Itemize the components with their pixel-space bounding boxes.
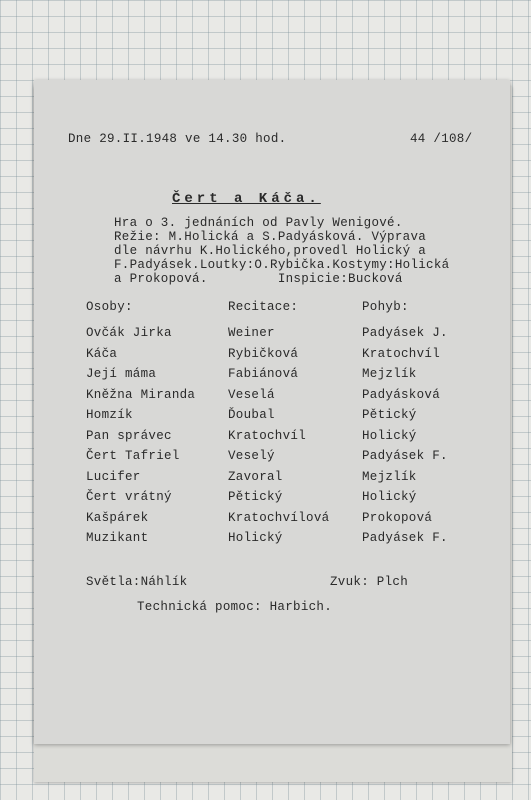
recitation-performer: Weiner — [228, 326, 275, 340]
cast-row — [34, 347, 510, 365]
cast-row — [34, 326, 510, 344]
recitation-performer: Veselá — [228, 387, 275, 402]
role-name: Čert Tafriel — [86, 449, 180, 463]
cast-row — [34, 449, 510, 467]
persons-column-header: Osoby: — [86, 300, 133, 314]
description-line: Režie: M.Holická a S.Padyásková. Výprava — [114, 230, 427, 244]
puppeteer: Holický — [362, 490, 417, 504]
technical-credit: Technická pomoc: Harbich. — [137, 600, 333, 614]
cast-row — [34, 470, 510, 488]
recitation-performer: Zavoral — [228, 469, 283, 484]
cast-row — [34, 429, 510, 447]
puppeteer: Mejzlík — [362, 469, 417, 484]
role-name: Ovčák Jirka — [86, 326, 172, 340]
puppetry-column-header: Pohyb: — [362, 300, 409, 314]
recitation-column-header: Recitace: — [228, 300, 299, 314]
cast-row — [34, 531, 510, 549]
recitation-performer: Kratochvílová — [228, 510, 330, 525]
role-name: Pan správec — [86, 428, 172, 443]
role-name: Kašpárek — [86, 510, 149, 525]
puppeteer: Padyásek F. — [362, 531, 448, 545]
recitation-performer: Rybičková — [228, 346, 299, 361]
role-name: Její máma — [86, 367, 157, 381]
recitation-performer: Holický — [228, 531, 283, 545]
recitation-performer: Ďoubal — [228, 408, 275, 422]
puppeteer: Holický — [362, 428, 417, 443]
puppeteer: Prokopová — [362, 510, 433, 525]
puppeteer: Pětický — [362, 408, 417, 422]
description-line: a Prokopová. Inspicie:Bucková — [114, 272, 403, 286]
cast-row — [34, 511, 510, 529]
role-name: Čert vrátný — [86, 490, 172, 504]
cast-row — [34, 367, 510, 385]
role-name: Muzikant — [86, 531, 149, 545]
cast-row — [34, 388, 510, 406]
play-title: Čert a Káča. — [172, 191, 321, 207]
description-line: Hra o 3. jednáních od Pavly Wenigové. — [114, 216, 403, 230]
puppeteer: Padyásková — [362, 387, 441, 402]
lights-credit: Světla:Náhlík — [86, 575, 188, 589]
document-number: 44 /108/ — [410, 132, 473, 146]
puppeteer: Mejzlík — [362, 367, 417, 381]
cast-row — [34, 490, 510, 508]
recitation-performer: Veselý — [228, 449, 275, 463]
date-line: Dne 29.II.1948 ve 14.30 hod. — [68, 132, 287, 146]
puppeteer: Padyásek J. — [362, 326, 448, 340]
cast-header — [34, 300, 510, 318]
sound-credit: Zvuk: Plch — [330, 575, 409, 589]
description-line: F.Padyásek.Loutky:O.Rybička.Kostymy:Holická — [114, 258, 450, 272]
recitation-performer: Kratochvíl — [228, 428, 307, 443]
puppeteer: Padyásek F. — [362, 449, 448, 463]
description-line: dle návrhu K.Holického,provedl Holický a — [114, 244, 427, 258]
role-name: Homzík — [86, 408, 133, 422]
recitation-performer: Fabiánová — [228, 367, 299, 381]
recitation-performer: Pětický — [228, 490, 283, 504]
typed-program-sheet — [34, 80, 510, 744]
cast-row — [34, 408, 510, 426]
role-name: Káča — [86, 346, 118, 361]
puppeteer: Kratochvíl — [362, 346, 441, 361]
role-name: Lucifer — [86, 469, 141, 484]
role-name: Kněžna Miranda — [86, 387, 196, 402]
